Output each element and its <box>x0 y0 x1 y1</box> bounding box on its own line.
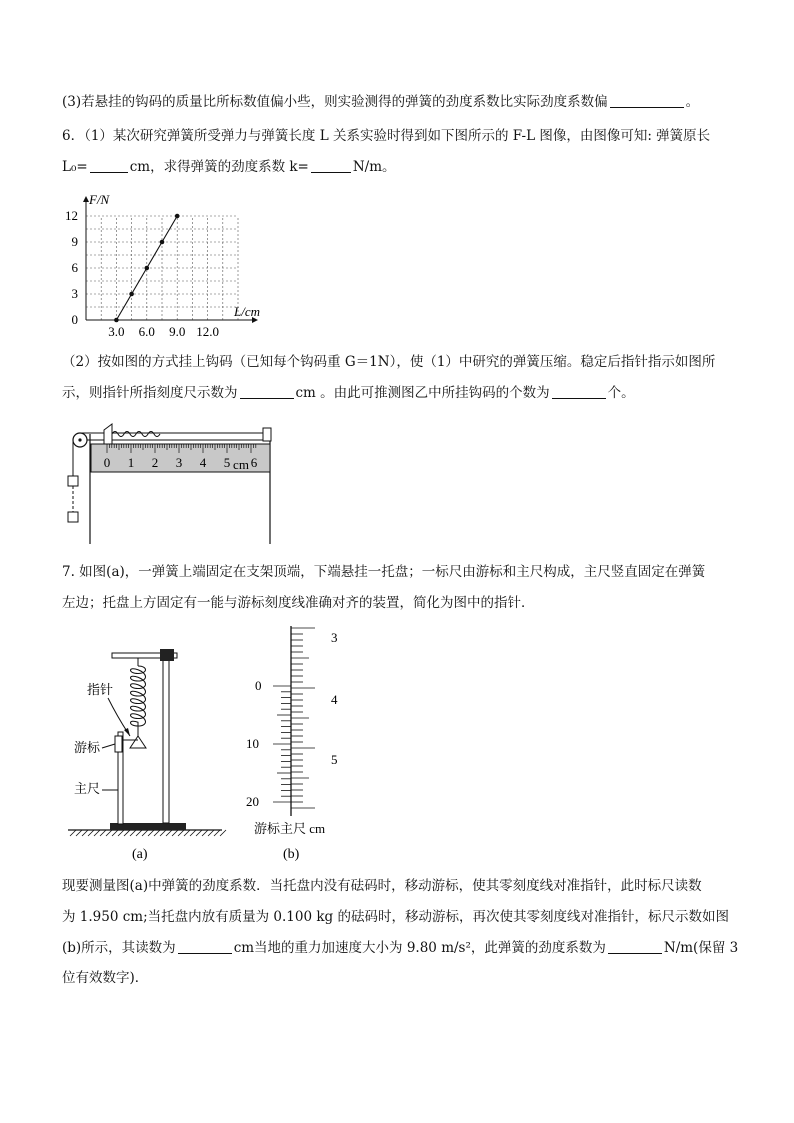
y-tick-label: 9 <box>71 234 78 249</box>
x-axis-label: L/cm <box>234 304 260 319</box>
answer-blank-k[interactable] <box>311 158 351 173</box>
q6-part2-line1: （2）按如图的方式挂上钩码（已知每个钩码重 G＝1N），使（1）中研究的弹簧压缩。稳定后指针指示如图所 <box>62 354 716 370</box>
scale-label: 游标主尺 cm <box>254 821 326 836</box>
data-point <box>160 240 165 245</box>
pointer-label: 指针 <box>87 682 114 697</box>
y-tick-label: 12 <box>65 208 78 223</box>
ruler-apparatus-figure <box>60 420 280 546</box>
data-point <box>114 318 119 323</box>
spring-icon <box>112 432 160 437</box>
q7-line5-c: N/m(保留 3 <box>663 940 739 956</box>
data-point <box>129 292 134 297</box>
q6-part2-text-c: 个。 <box>607 385 635 401</box>
data-point <box>145 266 150 271</box>
answer-blank-count[interactable] <box>552 384 606 399</box>
pointer-icon <box>104 424 112 444</box>
q7-line2: 左边；托盘上方固定有一能与游标刻度线准确对齐的装置，简化为图中的指针． <box>62 595 535 611</box>
ruler-tick-label: 4 <box>199 455 207 470</box>
main-tick-label: 4 <box>331 692 338 707</box>
q7-line6: 位有效数字)． <box>62 970 149 986</box>
vernier-tick-label: 20 <box>246 794 259 809</box>
q5-part3-text: (3)若悬挂的钩码的质量比所标数值偏小些，则实验测得的弹簧的劲度系数比实际劲度系数偏 <box>62 94 608 110</box>
chart-axes <box>83 196 258 323</box>
q6-k-label: cm，求得弹簧的劲度系数 k= <box>129 159 309 175</box>
answer-blank-reading[interactable] <box>240 384 294 399</box>
main-tick-label: 3 <box>331 630 338 645</box>
figure-a-caption: (a) <box>132 847 148 862</box>
answer-blank-l0[interactable] <box>90 158 128 173</box>
q6-l0-label: L₀= <box>62 159 88 175</box>
ruler-tick-label: 6 <box>250 455 258 470</box>
main-scale-label: 主尺 <box>74 781 101 796</box>
chart-tick-labels <box>65 208 219 339</box>
y-axis-label: F/N <box>89 192 110 207</box>
figure-a <box>62 640 232 865</box>
x-tick-label: 6.0 <box>138 324 155 339</box>
q5-part3-line <box>62 92 699 112</box>
answer-blank[interactable] <box>610 93 684 108</box>
weight-icon <box>68 476 78 486</box>
figure-b-caption: (b) <box>283 847 300 862</box>
y-tick-label: 6 <box>71 260 78 275</box>
ruler-tick-label: 3 <box>175 455 183 470</box>
q6-line1: 6．（1）某次研究弹簧所受弹力与弹簧长度 L 关系实验时得到如下图所示的 F-L 图像，由图像可知: 弹簧原长 <box>62 128 711 144</box>
q7-line4: 为 1.950 cm;当托盘内放有质量为 0.100 kg 的砝码时，移动游标，再次使其零刻度线对准指针，标尺示数如图 <box>62 909 729 925</box>
x-tick-label: 12.0 <box>196 324 219 339</box>
figure-b <box>245 620 375 865</box>
x-tick-label: 3.0 <box>108 324 125 339</box>
q7-line5 <box>62 938 738 958</box>
ruler-tick-label: 2 <box>151 455 159 470</box>
vernier-tick-label: 0 <box>255 678 262 693</box>
q6-part2-text-a: 示，则指针所指刻度尺示数为 <box>62 385 238 401</box>
q7-line5-b: cm当地的重力加速度大小为 9.80 m/s²，此弹簧的劲度系数为 <box>233 940 606 956</box>
q6-line2 <box>62 157 396 177</box>
q7-line5-a: (b)所示，其读数为 <box>62 940 176 956</box>
x-tick-label: 9.0 <box>169 324 186 339</box>
answer-blank-stiffness[interactable] <box>608 939 662 954</box>
vernier-scale <box>115 736 122 752</box>
ruler-tick-label: 0 <box>103 455 111 470</box>
spring-icon <box>131 666 146 726</box>
vernier-tick-label: 10 <box>246 736 259 751</box>
y-tick-label: 0 <box>71 312 78 327</box>
answer-blank-reading-b[interactable] <box>178 939 232 954</box>
q6-unit: N/m。 <box>352 159 396 175</box>
q6-part2-text-b: cm 。由此可推测图乙中所挂钩码的个数为 <box>295 385 550 401</box>
y-tick-label: 3 <box>71 286 78 301</box>
data-point <box>175 214 180 219</box>
ruler-tick-label: 5 <box>223 455 231 470</box>
ruler-unit: cm <box>233 457 249 472</box>
q7-line3: 现要测量图(a)中弹簧的劲度系数．当托盘内没有砝码时，移动游标，使其零刻度线对准指针，此时标尺读数 <box>62 878 702 894</box>
ruler-tick-label: 1 <box>127 455 135 470</box>
fl-chart <box>60 186 300 342</box>
q7-line1: 7. 如图(a)，一弹簧上端固定在支架顶端，下端悬挂一托盘；一标尺由游标和主尺构成，主尺竖直固定在弹簧 <box>62 564 706 580</box>
q6-part2-line2 <box>62 383 635 403</box>
weight-icon <box>68 512 78 522</box>
chart-grid <box>86 216 238 320</box>
vernier-label: 游标 <box>74 740 101 755</box>
q5-part3-end: 。 <box>685 94 700 110</box>
main-tick-label: 5 <box>331 752 338 767</box>
tray-icon <box>130 736 146 748</box>
